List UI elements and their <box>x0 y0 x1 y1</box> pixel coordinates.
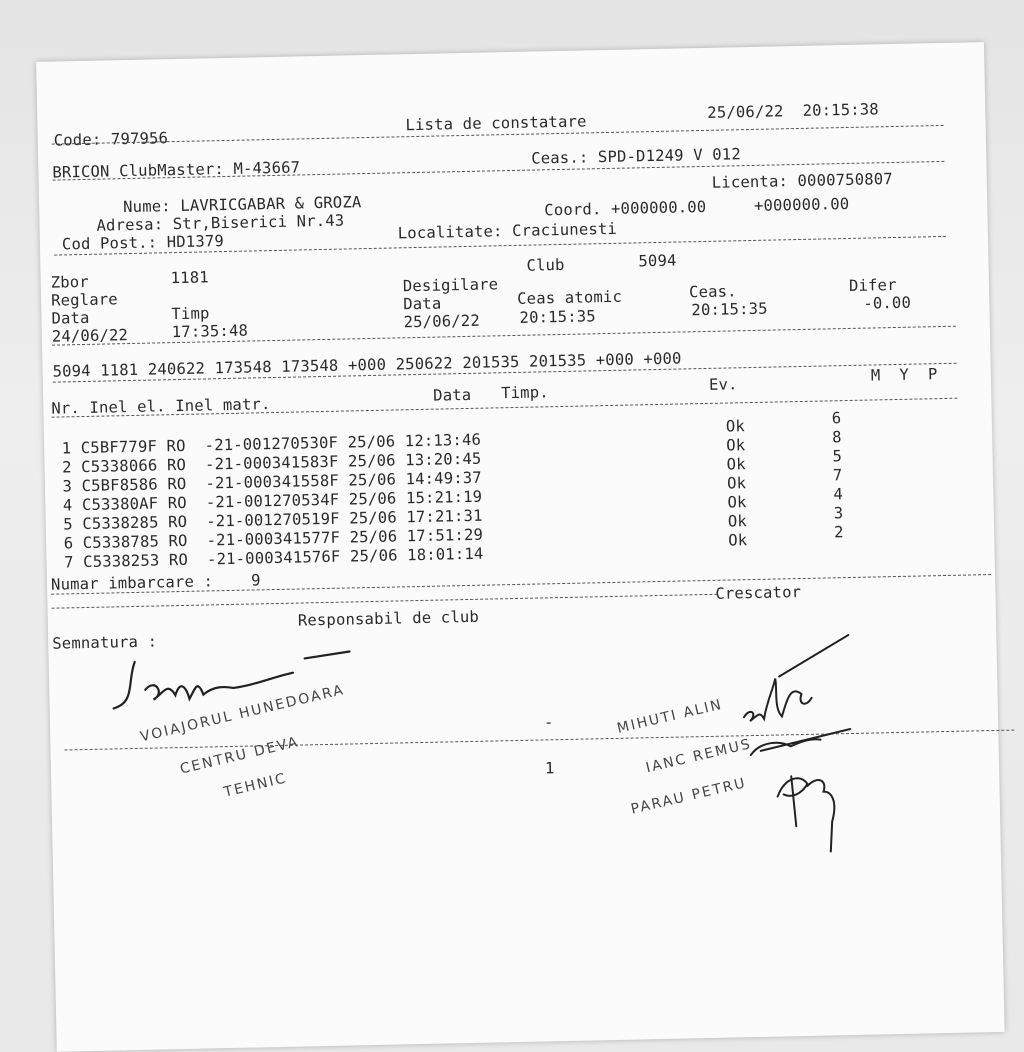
coordinates: Coord. +000000.00 +000000.00 <box>544 194 850 220</box>
row-status: Ok <box>727 512 748 531</box>
desigilare-label: Desigilare <box>402 275 499 296</box>
difference-label: Difer <box>848 275 897 295</box>
report-datetime: 25/06/22 20:15:38 <box>707 100 880 122</box>
column-date-header: Data <box>432 385 472 405</box>
owner-name: Nume: LAVRICGABAR & GROZA <box>122 193 362 217</box>
stamp-line: VOIAJORUL HUNEDOARA <box>138 682 347 746</box>
postal-code: Cod Post.: HD1379 <box>61 232 225 254</box>
row-status: Ok <box>728 531 748 550</box>
report-title: Lista de constatare <box>405 112 587 135</box>
owner-address: Adresa: Str,Biserici Nr.43 <box>96 211 345 235</box>
column-time-header: Timp. <box>500 383 549 403</box>
reglare-date: 24/06/22 <box>51 326 129 346</box>
row-m-value: 6 <box>831 409 842 428</box>
club-responsible-label: Responsabil de club <box>297 607 480 630</box>
row-m-value: 7 <box>832 466 843 485</box>
page-count: 1 <box>544 759 555 778</box>
column-ev-header: Ev. <box>708 375 738 394</box>
table-row: 2 C5338066 RO -21-000341583F 25/06 13:20:45 <box>52 449 482 477</box>
clock-label: Ceas. <box>688 282 737 302</box>
row-m-value: 2 <box>833 523 844 542</box>
atomic-clock-label: Ceas atomic <box>516 287 623 308</box>
table-row: 4 C53380AF RO -21-001270534F 25/06 15:21:19 <box>53 487 483 515</box>
signature-label: Semnatura : <box>52 632 158 653</box>
table-row: 7 C5338253 RO -21-000341576F 25/06 18:01:14 <box>54 544 484 572</box>
club-number: 5094 <box>638 251 677 271</box>
row-m-value: 3 <box>833 504 844 523</box>
row-status: Ok <box>725 417 746 436</box>
row-status: Ok <box>726 436 746 455</box>
clubmaster-id: BRICON ClubMaster: M-43667 <box>52 158 301 182</box>
locality: Localitate: Craciunesti <box>397 219 618 243</box>
stamp-line: IANC REMUS <box>644 736 754 777</box>
data-label-reglare: Data <box>51 308 90 328</box>
stamp-line: MIHUTI ALIN <box>615 696 725 737</box>
row-m-value: 8 <box>831 428 842 447</box>
encoded-data-line: 5094 1181 240622 173548 173548 +000 250622 201535 201535 +000 +000 <box>52 349 682 381</box>
desigilare-date: 25/06/22 <box>403 311 481 332</box>
difference-value: -0.00 <box>863 293 912 313</box>
stamp-line: PARAU PETRU <box>629 775 749 818</box>
row-status: Ok <box>726 455 746 474</box>
flight-number: 1181 <box>170 268 209 288</box>
row-status: Ok <box>727 493 747 512</box>
clock-id: Ceas.: SPD-D1249 V 012 <box>531 145 742 168</box>
atomic-clock-time: 20:15:35 <box>519 307 597 327</box>
printed-report-sheet <box>36 42 1005 1052</box>
table-row: 6 C5338785 RO -21-000341577F 25/06 17:51:29 <box>54 525 484 553</box>
license-number: Licenta: 0000750807 <box>711 170 894 192</box>
breeder-label: Crescator <box>715 583 802 603</box>
row-m-value: 5 <box>832 447 843 466</box>
column-ring-headers: Nr. Inel el. Inel matr. <box>51 395 271 418</box>
breeder-signatures <box>739 643 943 847</box>
timp-label: Timp <box>171 304 210 324</box>
column-myp-header: M Y P <box>870 365 938 385</box>
stamp-line: CENTRU DEVA <box>178 734 301 778</box>
flight-label: Zbor <box>50 272 90 292</box>
club-label: Club <box>526 255 565 275</box>
table-row: 5 C5338285 RO -21-001270519F 25/06 17:21:31 <box>53 506 483 534</box>
row-status: Ok <box>726 474 747 493</box>
table-row: 3 C5BF8586 RO -21-000341558F 25/06 14:49:37 <box>52 468 483 496</box>
dash-mark: - <box>543 713 554 732</box>
data-label-desigilare: Data <box>403 294 442 314</box>
clock-time: 20:15:35 <box>691 299 768 320</box>
code-label: Code: 797956 <box>53 129 169 150</box>
row-m-value: 4 <box>833 485 844 504</box>
stamp-line: TEHNIC <box>222 770 289 801</box>
boarding-count: Numar imbarcare : 9 <box>50 571 261 594</box>
table-row: 1 C5BF779F RO -21-001270530F 25/06 12:13:46 <box>52 430 482 458</box>
separator <box>52 594 718 609</box>
reglare-time: 17:35:48 <box>171 321 249 342</box>
reglare-label: Reglare <box>50 290 119 310</box>
